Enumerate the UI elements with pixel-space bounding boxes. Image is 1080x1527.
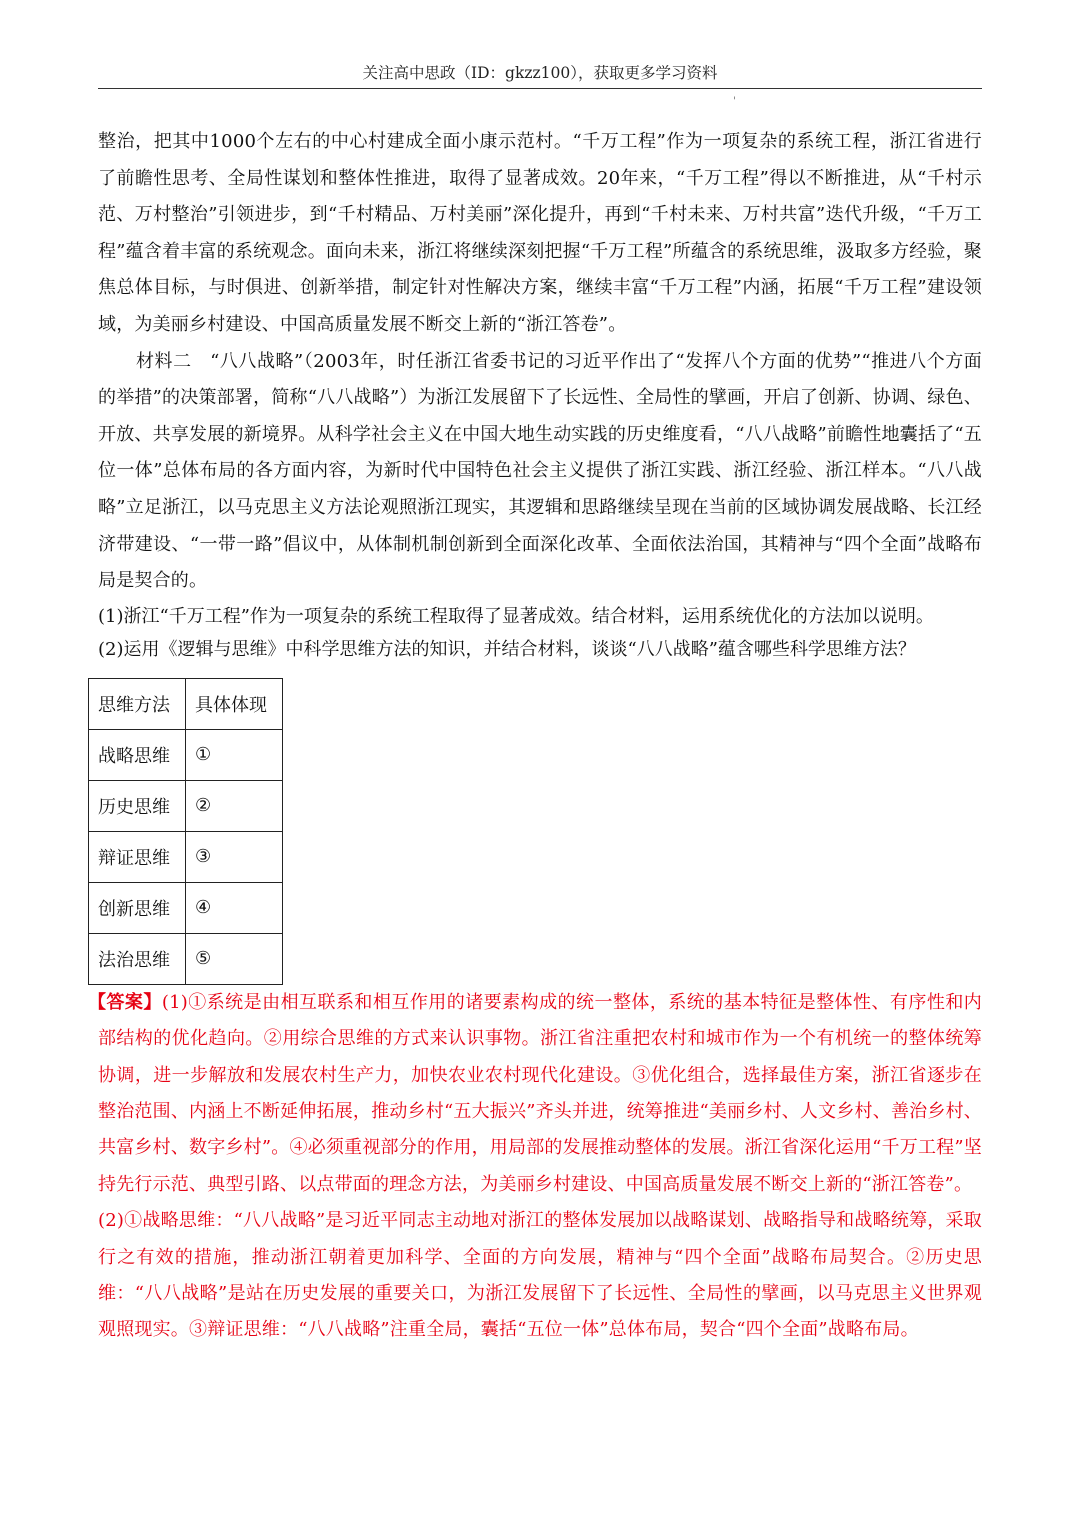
page-header: 关注高中思政（ID：gkzz100），获取更多学习资料 bbox=[98, 58, 982, 89]
table-header-cell: 思维方法 bbox=[89, 678, 186, 729]
table-row bbox=[89, 933, 283, 984]
table-cell-detail: ⑤ bbox=[186, 933, 283, 984]
answer-section bbox=[88, 985, 982, 1349]
answer-label: 【答案】 bbox=[88, 991, 162, 1013]
table-header-cell: 具体体现 bbox=[186, 678, 283, 729]
table-cell-detail: ③ bbox=[186, 831, 283, 882]
page-content bbox=[88, 124, 982, 1349]
table-cell-detail: ② bbox=[186, 780, 283, 831]
material-paragraph-1: 整治，把其中1000个左右的中心村建成全面小康示范村。“千万工程”作为一项复杂的系统工程，浙江省进行了前瞻性思考、全局性谋划和整体性推进，取得了显著成效。20年来，“千万工程”得以不断推进，从“千村示范、万村整治”引领进步，到“千村精品、万村美丽”深化提升，再到“千村未来、万村共富”迭代升级，“千万工程”蕴含着丰富的系统观念。面向未来，浙江将继续深刻把握“千万工程”所蕴含的系统思维，汲取多方经验，聚焦总体目标，与时俱进、创新举措，制定针对性解决方案，继续丰富“千万工程”内涵，拓展“千万工程”建设领域，为美丽乡村建设、中国高质量发展不断交上新的“浙江答卷”。 bbox=[98, 131, 982, 335]
answer-part-1-text: (1)①系统是由相互联系和相互作用的诸要素构成的统一整体，系统的基本特征是整体性、有序性和内部结构的优化趋向。②用综合思维的方式来认识事物。浙江省注重把农村和城市作为一个有机统一的整体统筹协调，进一步解放和发展农村生产力，加快农业农村现代化建设。③优化组合，选择最佳方案，浙江省逐步在整治范围、内涵上不断延伸拓展，推动乡村“五大振兴”齐头并进，统筹推进“美丽乡村、人文乡村、善治乡村、共富乡村、数字乡村”。④必须重视部分的作用，用局部的发展推动整体的发展。浙江省深化运用“千万工程”坚持先行示范、典型引路、以点带面的理念方法，为美丽乡村建设、中国高质量发展不断交上新的“浙江答卷”。 bbox=[98, 991, 982, 1195]
header-tick-mark: ' bbox=[733, 96, 736, 107]
table-cell-detail: ④ bbox=[186, 882, 283, 933]
table-cell-detail: ① bbox=[186, 729, 283, 780]
table-cell-method: 历史思维 bbox=[89, 780, 186, 831]
table-header-row bbox=[89, 678, 283, 729]
answer-part-1 bbox=[88, 985, 982, 1203]
table-row bbox=[89, 882, 283, 933]
table-row bbox=[89, 831, 283, 882]
table-cell-method: 法治思维 bbox=[89, 933, 186, 984]
thinking-methods-table bbox=[88, 678, 283, 985]
table-cell-method: 创新思维 bbox=[89, 882, 186, 933]
answer-part-2: (2)①战略思维：“八八战略”是习近平同志主动地对浙江的整体发展加以战略谋划、战略指导和战略统筹，采取行之有效的措施，推动浙江朝着更加科学、全面的方向发展，精神与“四个全面”战略布局契合。②历史思维：“八八战略”是站在历史发展的重要关口，为浙江发展留下了长远性、全局性的擘画，以马克思主义世界观观照现实。③辩证思维：“八八战略”注重全局，囊括“五位一体”总体布局，契合“四个全面”战略布局。 bbox=[98, 1210, 982, 1341]
table-row bbox=[89, 729, 283, 780]
table-row bbox=[89, 780, 283, 831]
question-1: (1)浙江“千万工程”作为一项复杂的系统工程取得了显著成效。结合材料，运用系统优化的方法加以说明。 bbox=[98, 605, 934, 627]
table-cell-method: 战略思维 bbox=[89, 729, 186, 780]
question-2: (2)运用《逻辑与思维》中科学思维方法的知识，并结合材料，谈谈“八八战略”蕴含哪些科学思维方法？ bbox=[98, 638, 916, 660]
material-paragraph-2: 材料二 “八八战略”（2003年，时任浙江省委书记的习近平作出了“发挥八个方面的优势”“推进八个方面的举措”的决策部署，简称“八八战略”）为浙江发展留下了长远性、全局性的擘画，开启了创新、协调、绿色、开放、共享发展的新境界。从科学社会主义在中国大地生动实践的历史维度看，“八八战略”前瞻性地囊括了“五位一体”总体布局的各方面内容，为新时代中国特色社会主义提供了浙江实践、浙江经验、浙江样本。“八八战略”立足浙江，以马克思主义方法论观照浙江现实，其逻辑和思路继续呈现在当前的区域协调发展战略、长江经济带建设、“一带一路”倡议中，从体制机制创新到全面深化改革、全面依法治国，其精神与“四个全面”战略布局是契合的。 bbox=[98, 350, 982, 592]
table-cell-method: 辩证思维 bbox=[89, 831, 186, 882]
